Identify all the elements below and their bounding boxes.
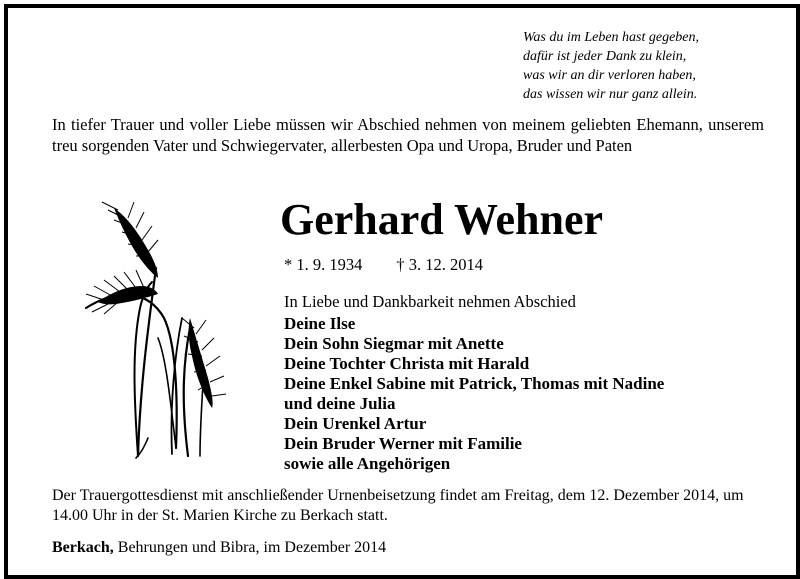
place-town: Berkach, xyxy=(52,539,114,556)
mourner-line: sowie alle Angehörigen xyxy=(284,454,451,473)
obituary-notice xyxy=(4,4,800,579)
mourner-line: Dein Bruder Werner mit Familie xyxy=(284,434,522,453)
farewell-line: In Liebe und Dankbarkeit nehmen Abschied xyxy=(284,292,576,311)
mourner-line: und deine Julia xyxy=(284,394,396,413)
mourners-list xyxy=(284,314,664,474)
place-date-line xyxy=(52,538,386,558)
intro-text: In tiefer Trauer und voller Liebe müssen wir Abschied nehmen von meinem geliebten Ehemann, unserem treu sorgenden Vater und Schwiegervater, allerbesten Opa und Uropa, Bruder und Paten xyxy=(52,115,764,155)
wheat-ears-icon xyxy=(78,198,238,460)
mourner-line: Dein Urenkel Artur xyxy=(284,414,427,433)
poem-line: dafür ist jeder Dank zu klein, xyxy=(523,49,687,64)
service-info: Der Trauergottesdienst mit anschließender Urnenbeisetzung findet am Freitag, dem 12. Dezember 2014, um 14.00 Uhr in der St. Marien Kirche zu Berkach statt. xyxy=(52,487,744,524)
birth-date: * 1. 9. 1934 xyxy=(284,255,363,274)
place-rest: Behrungen und Bibra, im Dezember 2014 xyxy=(113,539,387,556)
mourner-line: Dein Sohn Siegmar mit Anette xyxy=(284,334,504,353)
poem-line: das wissen wir nur ganz allein. xyxy=(523,87,698,102)
life-dates xyxy=(284,255,483,275)
poem-line: Was du im Leben hast gegeben, xyxy=(523,30,700,45)
deceased-name: Gerhard Wehner xyxy=(280,195,604,244)
mourner-line: Deine Ilse xyxy=(284,314,356,333)
poem-line: was wir an dir verloren haben, xyxy=(523,68,696,83)
poem xyxy=(523,28,763,104)
mourner-line: Deine Tochter Christa mit Harald xyxy=(284,354,530,373)
death-date: † 3. 12. 2014 xyxy=(396,255,483,274)
mourner-line: Deine Enkel Sabine mit Patrick, Thomas mit Nadine xyxy=(284,374,665,393)
